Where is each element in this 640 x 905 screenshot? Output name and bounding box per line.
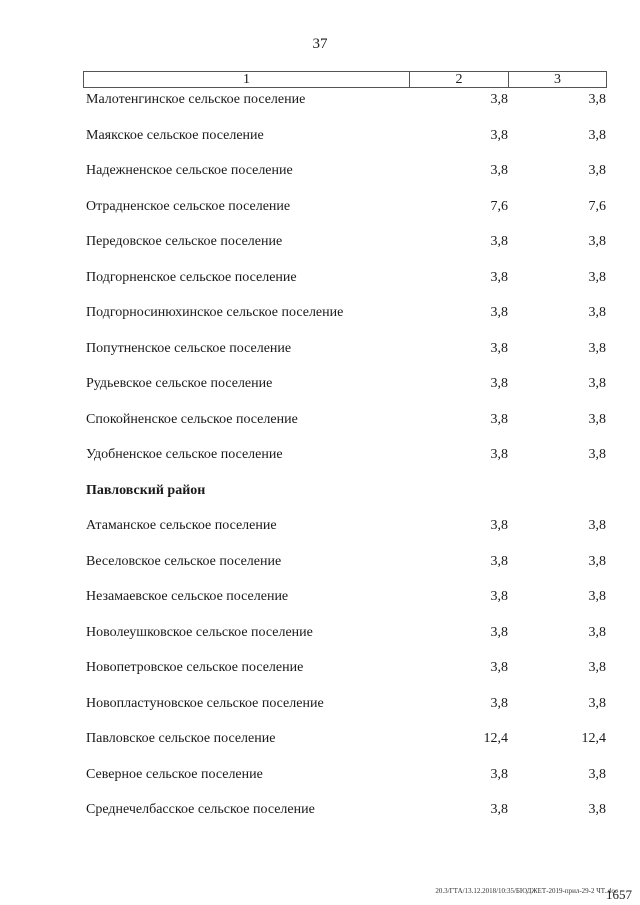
value-col-3: 3,8 (588, 92, 606, 107)
value-col-3: 3,8 (588, 163, 606, 178)
table-row (0, 410, 640, 446)
table-row (0, 339, 640, 375)
value-col-2: 3,8 (490, 802, 508, 817)
table-row (0, 729, 640, 765)
header-col-3: 3 (554, 71, 561, 87)
value-col-3: 3,8 (588, 340, 606, 356)
value-col-3: 3,8 (588, 447, 606, 462)
settlement-name: Удобненское сельское поселение (86, 447, 283, 462)
table-row (0, 197, 640, 233)
value-col-3: 3,8 (588, 553, 606, 569)
settlement-name: Попутненское сельское поселение (86, 340, 292, 356)
header-col-1: 1 (84, 72, 410, 87)
value-col-3: 3,8 (588, 411, 606, 427)
value-col-3: 3,8 (588, 518, 606, 533)
table-row (0, 90, 640, 126)
value-col-3: 7,6 (588, 198, 606, 214)
value-col-3: 12,4 (581, 731, 606, 746)
value-col-2: 3,8 (490, 624, 508, 640)
settlement-name: Новолеушковское сельское поселение (86, 624, 313, 640)
value-col-3: 3,8 (588, 127, 606, 143)
table-row (0, 765, 640, 801)
value-col-2: 3,8 (490, 340, 508, 356)
table-row (0, 587, 640, 623)
value-col-2: 3,8 (490, 163, 508, 178)
table-row (0, 623, 640, 659)
settlement-name: Передовское сельское поселение (86, 234, 283, 249)
value-col-2: 3,8 (490, 411, 508, 427)
value-col-2: 3,8 (490, 695, 508, 711)
value-col-3: 3,8 (588, 695, 606, 711)
value-col-3: 3,8 (588, 766, 606, 782)
settlement-name: Новопетровское сельское поселение (86, 660, 304, 675)
table-row (0, 800, 640, 836)
settlement-name: Спокойненское сельское поселение (86, 411, 298, 427)
value-col-3: 3,8 (588, 269, 606, 285)
page-number: 37 (312, 36, 328, 52)
value-col-2: 3,8 (490, 518, 508, 533)
table-row (0, 694, 640, 730)
table-row (0, 232, 640, 268)
value-col-3: 3,8 (588, 305, 606, 320)
settlement-name: Новопластуновское сельское поселение (86, 695, 324, 711)
table-row (0, 552, 640, 588)
value-col-3: 3,8 (588, 802, 606, 817)
table-body (0, 90, 640, 836)
value-col-2: 3,8 (490, 766, 508, 782)
table-row (0, 161, 640, 197)
value-col-2: 12,4 (483, 731, 508, 746)
value-col-2: 7,6 (490, 198, 508, 214)
value-col-2: 3,8 (490, 589, 508, 604)
value-col-3: 3,8 (588, 660, 606, 675)
section-heading: Павловский район (86, 482, 206, 498)
settlement-name: Малотенгинское сельское поселение (86, 92, 306, 107)
table-header (83, 71, 607, 88)
value-col-3: 3,8 (588, 376, 606, 391)
settlement-name: Маякское сельское поселение (86, 127, 264, 143)
settlement-name: Среднечелбасское сельское поселение (86, 802, 315, 817)
table-row (0, 445, 640, 481)
settlement-name: Незамаевское сельское поселение (86, 589, 289, 604)
table-row (0, 268, 640, 304)
footer-file-path: 20.3/ГТА/13.12.2018/10:35/БЮДЖЕТ-2019-прил-29-2 ЧТ..doc (435, 887, 618, 895)
value-col-2: 3,8 (490, 447, 508, 462)
settlement-name: Отрадненское сельское поселение (86, 198, 291, 214)
settlement-name: Надежненское сельское поселение (86, 163, 293, 178)
table-row (0, 516, 640, 552)
value-col-2: 3,8 (490, 127, 508, 143)
value-col-3: 3,8 (588, 589, 606, 604)
settlement-name: Подгорносинюхинское сельское поселение (86, 305, 344, 320)
value-col-2: 3,8 (490, 376, 508, 391)
settlement-name: Атаманское сельское поселение (86, 518, 277, 533)
value-col-3: 3,8 (588, 624, 606, 640)
header-col-2: 2 (410, 72, 509, 87)
value-col-3: 3,8 (588, 234, 606, 249)
value-col-2: 3,8 (490, 305, 508, 320)
value-col-2: 3,8 (490, 660, 508, 675)
settlement-name: Павловское сельское поселение (86, 731, 276, 746)
section-heading-row (0, 481, 640, 517)
table-row (0, 303, 640, 339)
settlement-name: Подгорненское сельское поселение (86, 269, 297, 285)
settlement-name: Рудьевское сельское поселение (86, 376, 273, 391)
settlement-name: Веселовское сельское поселение (86, 553, 282, 569)
value-col-2: 3,8 (490, 92, 508, 107)
settlement-name: Северное сельское поселение (86, 766, 263, 782)
page-stamp: 1657 (606, 887, 632, 902)
value-col-2: 3,8 (490, 269, 508, 285)
table-row (0, 374, 640, 410)
value-col-2: 3,8 (490, 553, 508, 569)
value-col-2: 3,8 (490, 234, 508, 249)
table-row (0, 658, 640, 694)
table-row (0, 126, 640, 162)
